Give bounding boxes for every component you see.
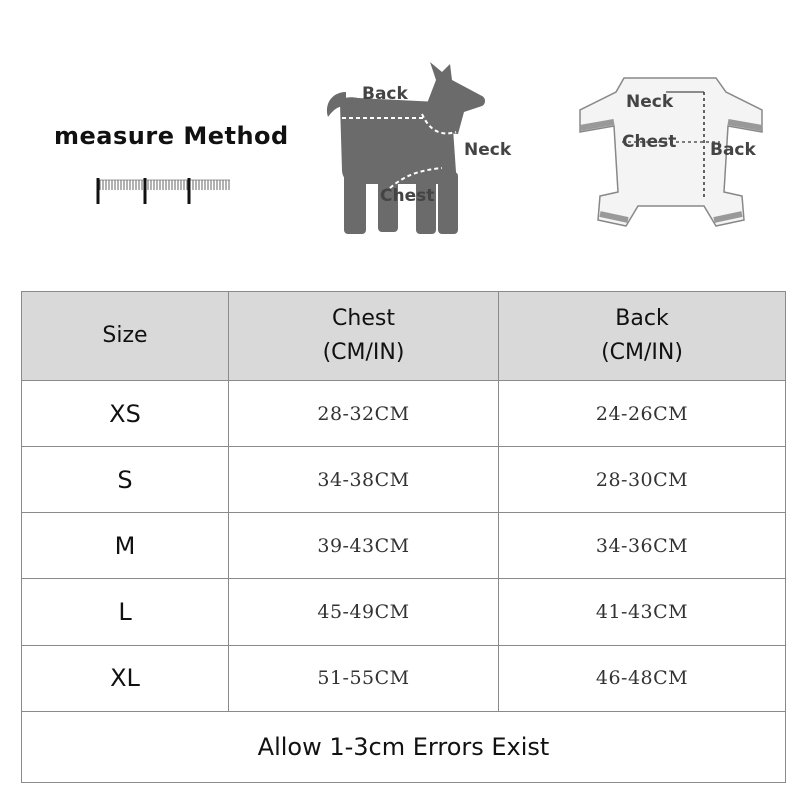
- ruler-icon: [96, 176, 232, 206]
- dog-back-label: Back: [362, 84, 408, 104]
- size-chart-table: [21, 291, 786, 783]
- shirt-neck-label: Neck: [626, 92, 674, 112]
- measure-method-section: [0, 0, 800, 270]
- dog-measure-figure: [318, 62, 518, 237]
- size-column-header: Size: [22, 292, 229, 381]
- table-row: [22, 513, 786, 579]
- table-row: [22, 447, 786, 513]
- chest-cell: 51-55CM: [229, 645, 499, 711]
- note-row: [22, 711, 786, 782]
- back-cell: 28-30CM: [499, 447, 786, 513]
- back-cell: 46-48CM: [499, 645, 786, 711]
- chest-cell: 39-43CM: [229, 513, 499, 579]
- chest-cell: 34-38CM: [229, 447, 499, 513]
- size-cell: XL: [22, 645, 229, 711]
- size-cell: XS: [22, 381, 229, 447]
- table-row: [22, 579, 786, 645]
- shirt-measure-figure: [566, 70, 776, 250]
- table-row: [22, 645, 786, 711]
- chest-cell: 28-32CM: [229, 381, 499, 447]
- table-header-row: [22, 292, 786, 381]
- back-cell: 24-26CM: [499, 381, 786, 447]
- back-cell: 41-43CM: [499, 579, 786, 645]
- chest-cell: 45-49CM: [229, 579, 499, 645]
- back-column-header: Back (CM/IN): [499, 292, 786, 381]
- dog-neck-label: Neck: [464, 140, 512, 160]
- tolerance-note: Allow 1-3cm Errors Exist: [22, 711, 786, 782]
- size-cell: L: [22, 579, 229, 645]
- chest-column-header: Chest (CM/IN): [229, 292, 499, 381]
- shirt-chest-label: Chest: [622, 132, 677, 152]
- dog-chest-label: Chest: [380, 186, 435, 206]
- back-cell: 34-36CM: [499, 513, 786, 579]
- size-cell: M: [22, 513, 229, 579]
- size-cell: S: [22, 447, 229, 513]
- shirt-back-label: Back: [710, 140, 756, 160]
- measure-method-title: measure Method: [54, 122, 289, 150]
- table-row: [22, 381, 786, 447]
